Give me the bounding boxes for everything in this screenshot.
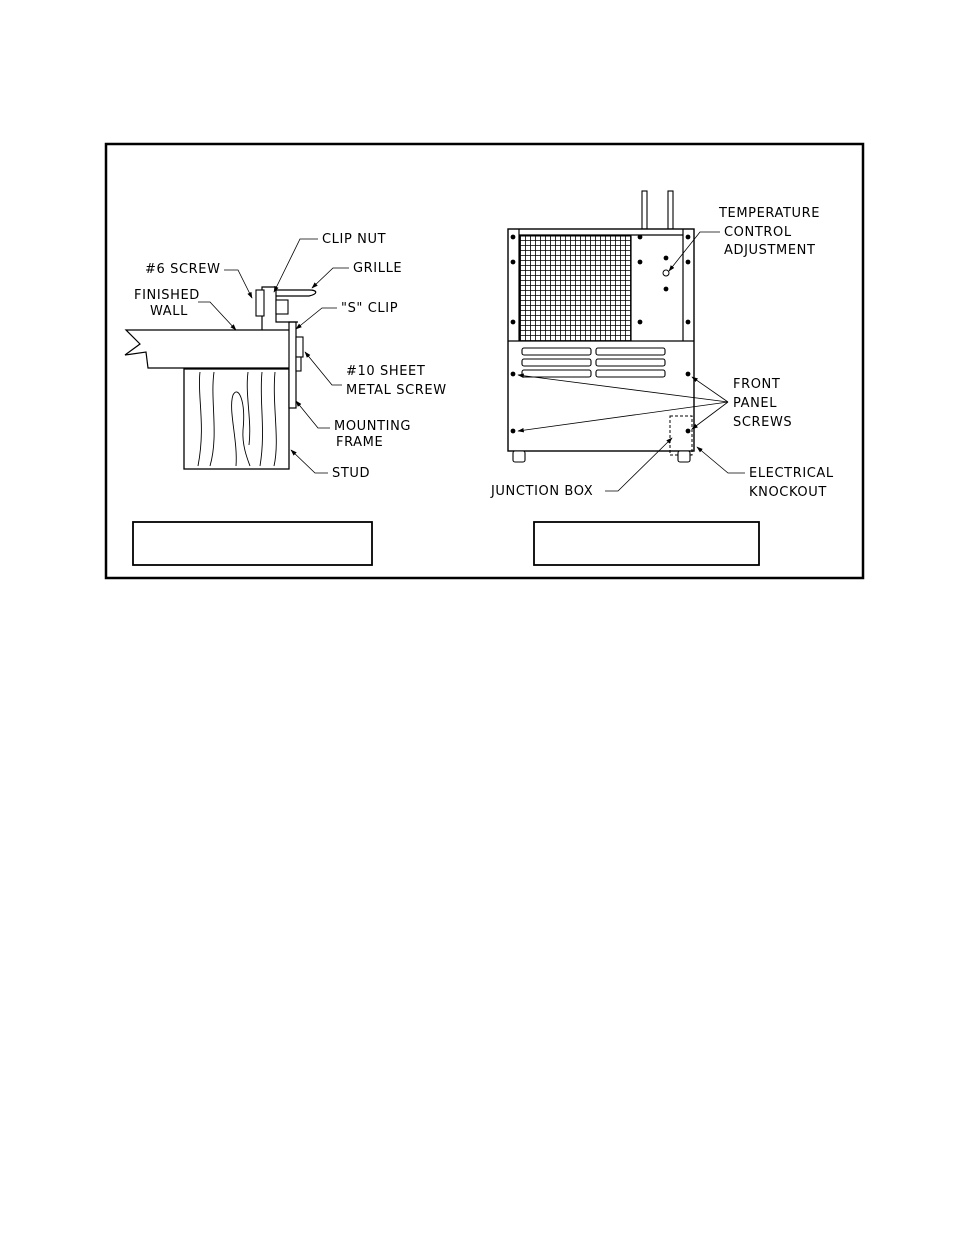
mounting-frame-label-2: FRAME (336, 435, 384, 450)
clip-nut-shape (256, 290, 264, 316)
mounting-frame-label-1: MOUNTING (334, 419, 412, 434)
condenser-grille (520, 236, 631, 341)
front-panel-label-2: PANEL (733, 396, 778, 411)
temperature-control-knob (663, 270, 669, 276)
finished-wall-shape (125, 330, 294, 368)
screw6-label: #6 SCREW (145, 262, 221, 277)
stud-label: STUD (332, 466, 371, 481)
clip-nut-label: CLIP NUT (322, 232, 387, 247)
electrical-label-1: ELECTRICAL (749, 466, 834, 481)
front-panel-label-1: FRONT (733, 377, 781, 392)
water-tube-left (642, 191, 647, 229)
finished-wall-label-2: WALL (150, 304, 188, 319)
junction-box-label: JUNCTION BOX (491, 484, 594, 499)
front-panel-label-3: SCREWS (733, 415, 793, 430)
wall-mount-detail (125, 232, 447, 481)
right-caption-box (534, 522, 759, 565)
temperature-label-2: CONTROL (724, 225, 792, 240)
grille-edge-shape (276, 300, 288, 314)
mounting-frame-shape (289, 322, 296, 408)
screw10-label-1: #10 SHEET (346, 364, 426, 379)
s-clip-label: "S" CLIP (341, 301, 399, 316)
screw10-label-2: METAL SCREW (346, 383, 447, 398)
grille-label: GRILLE (353, 261, 403, 276)
electrical-label-2: KNOCKOUT (749, 485, 827, 500)
water-tube-right (668, 191, 673, 229)
temperature-label-3: ADJUSTMENT (724, 243, 816, 258)
finished-wall-label-1: FINISHED (134, 288, 200, 303)
left-caption-box (133, 522, 372, 565)
unit-front-view (490, 191, 834, 500)
temperature-label-1: TEMPERATURE (719, 206, 821, 221)
